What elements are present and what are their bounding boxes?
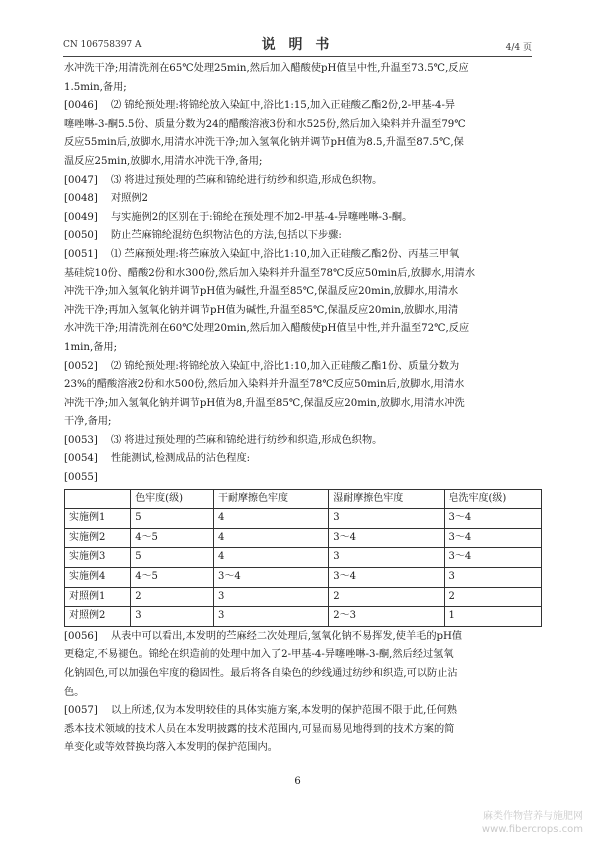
table-cell: 3 xyxy=(214,587,329,607)
paragraph-number: [0047] xyxy=(64,174,98,186)
paragraph-text: 基硅烷10份、醋酸2份和水300份,然后加入染料并升温至78℃反应50min后,放脚水,用清水 xyxy=(64,267,476,279)
table-header-row xyxy=(65,489,542,509)
watermark-site-name: 麻类作物营养与施肥网 xyxy=(483,811,583,822)
table-header-cell: 湿耐摩擦色牢度 xyxy=(329,489,444,509)
table-row xyxy=(65,528,542,548)
table-header-cell: 干耐摩擦色牢度 xyxy=(214,489,329,509)
table-cell: 3～4 xyxy=(214,568,329,588)
document-title: 说 明 书 xyxy=(261,37,334,53)
text-line xyxy=(64,246,542,265)
table-body xyxy=(65,509,542,627)
paragraph-text: 反应55min后,放脚水,用清水冲洗干净;加入氢氧化钠并调节pH值为8.5,升温至87.5℃,保 xyxy=(64,137,464,149)
text-line xyxy=(64,469,542,488)
page-header xyxy=(63,34,532,54)
text-line xyxy=(64,79,542,98)
paragraph-text: 冲洗干净;再加入氢氧化钠并调节pH值为碱性,升温至85℃,保温反应20min,放脚水,用清 xyxy=(64,304,459,316)
paragraph-text: 干净,备用; xyxy=(64,416,112,428)
table-cell: 3～4 xyxy=(329,568,444,588)
paragraph-text: 冲洗干净;加入氢氧化钠并调节pH值为8,升温至85℃,保温反应20min,放脚水,用清水冲洗 xyxy=(64,397,465,409)
paragraph-text: 悉本技术领域的技术人员在本发明披露的技术范围内,可显而易见地得到的技术方案的简 xyxy=(64,723,455,735)
paragraph-text: 23%的醋酸溶液2份和水500份,然后加入染料并升温至78℃反应50min后,放脚水,用清水 xyxy=(64,379,465,391)
table-cell: 5 xyxy=(131,509,214,529)
paragraph-text: 噻唑啉-3-酮5.5份、质量分数为24的醋酸溶液3份和水525份,然后加入染料并升温至79℃ xyxy=(64,118,466,130)
table-cell: 3～4 xyxy=(444,548,541,568)
watermark-url: www.fibercrops.com xyxy=(481,824,583,835)
table-cell: 3～4 xyxy=(329,528,444,548)
paragraph-number: [0056] xyxy=(64,630,98,642)
text-line xyxy=(64,60,542,79)
paragraph-text: 对照例2 xyxy=(111,193,149,205)
text-line xyxy=(64,190,542,209)
page-number: 6 xyxy=(294,776,301,787)
text-line xyxy=(64,172,542,191)
table-cell: 2 xyxy=(444,587,541,607)
text-line xyxy=(64,265,542,284)
table-row xyxy=(65,607,542,627)
table-cell: 3～4 xyxy=(444,528,541,548)
paragraph-text: 色。 xyxy=(64,686,85,698)
table-cell: 3～4 xyxy=(444,509,541,529)
table-row xyxy=(65,548,542,568)
text-line xyxy=(64,721,542,740)
text-line xyxy=(64,450,542,469)
text-line xyxy=(64,283,542,302)
paragraph-text: 水冲洗干净;用清洗剂在60℃处理20min,然后加入醋酸使pH值呈中性,并升温至72℃,反应 xyxy=(64,323,470,335)
table-cell: 实施例1 xyxy=(65,509,131,529)
table-cell: 4～5 xyxy=(131,568,214,588)
table-header-cell: 皂洗牢度(级) xyxy=(444,489,541,509)
table-cell: 3 xyxy=(329,509,444,529)
paragraph-number: [0055] xyxy=(64,472,98,484)
table-cell: 3 xyxy=(329,548,444,568)
text-line xyxy=(64,376,542,395)
paragraph-text: 单变化或等效替换均落入本发明的保护范围内。 xyxy=(64,742,278,754)
table-cell: 2 xyxy=(131,587,214,607)
table-row xyxy=(65,568,542,588)
paragraph-number: [0052] xyxy=(64,360,98,372)
table-header-cell xyxy=(65,489,131,509)
table-cell: 实施例2 xyxy=(65,528,131,548)
paragraph-text: ⑴ 苎麻预处理:将苎麻放入染缸中,浴比1:10,加入正硅酸乙酯2份、丙基三甲氧 xyxy=(111,248,460,260)
paragraph-text: 1.5min,备用; xyxy=(64,81,127,93)
text-line xyxy=(64,432,542,451)
table-cell: 3 xyxy=(444,568,541,588)
paragraph-text: ⑵ 锦纶预处理:将锦纶放入染缸中,浴比1:15,加入正硅酸乙酯2份,2-甲基-4-异 xyxy=(111,100,456,112)
text-line xyxy=(64,684,542,703)
table-header-cell: 色牢度(级) xyxy=(131,489,214,509)
paragraphs-top xyxy=(64,60,542,488)
text-line xyxy=(64,739,542,758)
table-cell: 实施例3 xyxy=(65,548,131,568)
text-line xyxy=(64,153,542,172)
text-line xyxy=(64,628,542,647)
paragraph-text: 更稳定,不易褪色。锦纶在织造前的处理中加入了2-甲基-4-异噻唑啉-3-酮,然后经过氢氧 xyxy=(64,649,454,661)
page-info: 4/4 页 xyxy=(505,43,532,53)
paragraph-text: 1min,备用; xyxy=(64,341,118,353)
text-line xyxy=(64,209,542,228)
paragraph-number: [0050] xyxy=(64,230,98,242)
document-body xyxy=(64,60,542,758)
text-line xyxy=(64,413,542,432)
table-cell: 4～5 xyxy=(131,528,214,548)
paragraph-number: [0054] xyxy=(64,453,98,465)
table-cell: 2 xyxy=(329,587,444,607)
table-cell: 对照例2 xyxy=(65,607,131,627)
paragraph-text: 水冲洗干净;用清洗剂在65℃处理25min,然后加入醋酸使pH值呈中性,升温至73.5℃,反应 xyxy=(64,63,469,74)
paragraph-text: 性能测试,检测成品的沾色程度: xyxy=(111,453,251,465)
text-line xyxy=(64,339,542,358)
paragraph-text: 化钠固色,可以加强色牢度的稳固性。最后将各自染色的纱线通过纺纱和织造,可以防止沾 xyxy=(64,668,458,679)
text-line xyxy=(64,358,542,377)
text-line xyxy=(64,320,542,339)
paragraph-text: 温反应25min,放脚水,用清水冲洗干净,备用; xyxy=(64,155,263,167)
results-table xyxy=(64,489,542,627)
table-cell: 对照例1 xyxy=(65,587,131,607)
paragraph-text: 以上所述,仅为本发明较佳的具体实施方案,本发明的保护范围不限于此,任何熟 xyxy=(111,705,457,717)
header-divider xyxy=(63,56,532,57)
table-cell: 3 xyxy=(214,607,329,627)
patent-number: CN 106758397 A xyxy=(63,40,142,50)
text-line xyxy=(64,227,542,246)
text-line xyxy=(64,134,542,153)
table-row xyxy=(65,509,542,529)
paragraph-number: [0051] xyxy=(64,248,98,260)
table-cell: 4 xyxy=(214,548,329,568)
text-line xyxy=(64,97,542,116)
paragraph-text: 从表中可以看出,本发明的苎麻经二次处理后,氢氧化钠不易挥发,使羊毛的pH值 xyxy=(111,630,463,642)
paragraph-text: ⑵ 锦纶预处理:将锦纶放入染缸中,浴比1:10,加入正硅酸乙酯1份、质量分数为 xyxy=(111,360,460,372)
paragraph-text: ⑶ 将进过预处理的苎麻和锦纶进行纺纱和织造,形成色织物。 xyxy=(111,434,383,446)
paragraph-number: [0053] xyxy=(64,434,98,446)
paragraph-number: [0046] xyxy=(64,100,98,112)
watermark xyxy=(482,810,583,836)
table-cell: 5 xyxy=(131,548,214,568)
table-row xyxy=(65,587,542,607)
paragraph-number: [0057] xyxy=(64,705,98,717)
text-line xyxy=(64,702,542,721)
text-line xyxy=(64,395,542,414)
text-line xyxy=(64,646,542,665)
paragraph-text: 防止苎麻锦纶混纺色织物沾色的方法,包括以下步骤: xyxy=(111,230,342,242)
paragraphs-bottom xyxy=(64,628,542,758)
paragraph-text: ⑶ 将进过预处理的苎麻和锦纶进行纺纱和织造,形成色织物。 xyxy=(111,174,383,186)
paragraph-number: [0049] xyxy=(64,211,98,223)
table-cell: 3 xyxy=(131,607,214,627)
table-cell: 2～3 xyxy=(329,607,444,627)
table-cell: 4 xyxy=(214,528,329,548)
paragraph-text: 冲洗干净;加入氢氧化钠并调节pH值为碱性,升温至85℃,保温反应20min,放脚水,用清水 xyxy=(64,286,459,298)
table-cell: 1 xyxy=(444,607,541,627)
table-cell: 4 xyxy=(214,509,329,529)
paragraph-text: 与实施例2的区别在于:锦纶在预处理不加2-甲基-4-异噻唑啉-3-酮。 xyxy=(111,211,413,223)
text-line xyxy=(64,665,542,684)
text-line xyxy=(64,302,542,321)
text-line xyxy=(64,116,542,135)
paragraph-number: [0048] xyxy=(64,193,98,205)
table-cell: 实施例4 xyxy=(65,568,131,588)
